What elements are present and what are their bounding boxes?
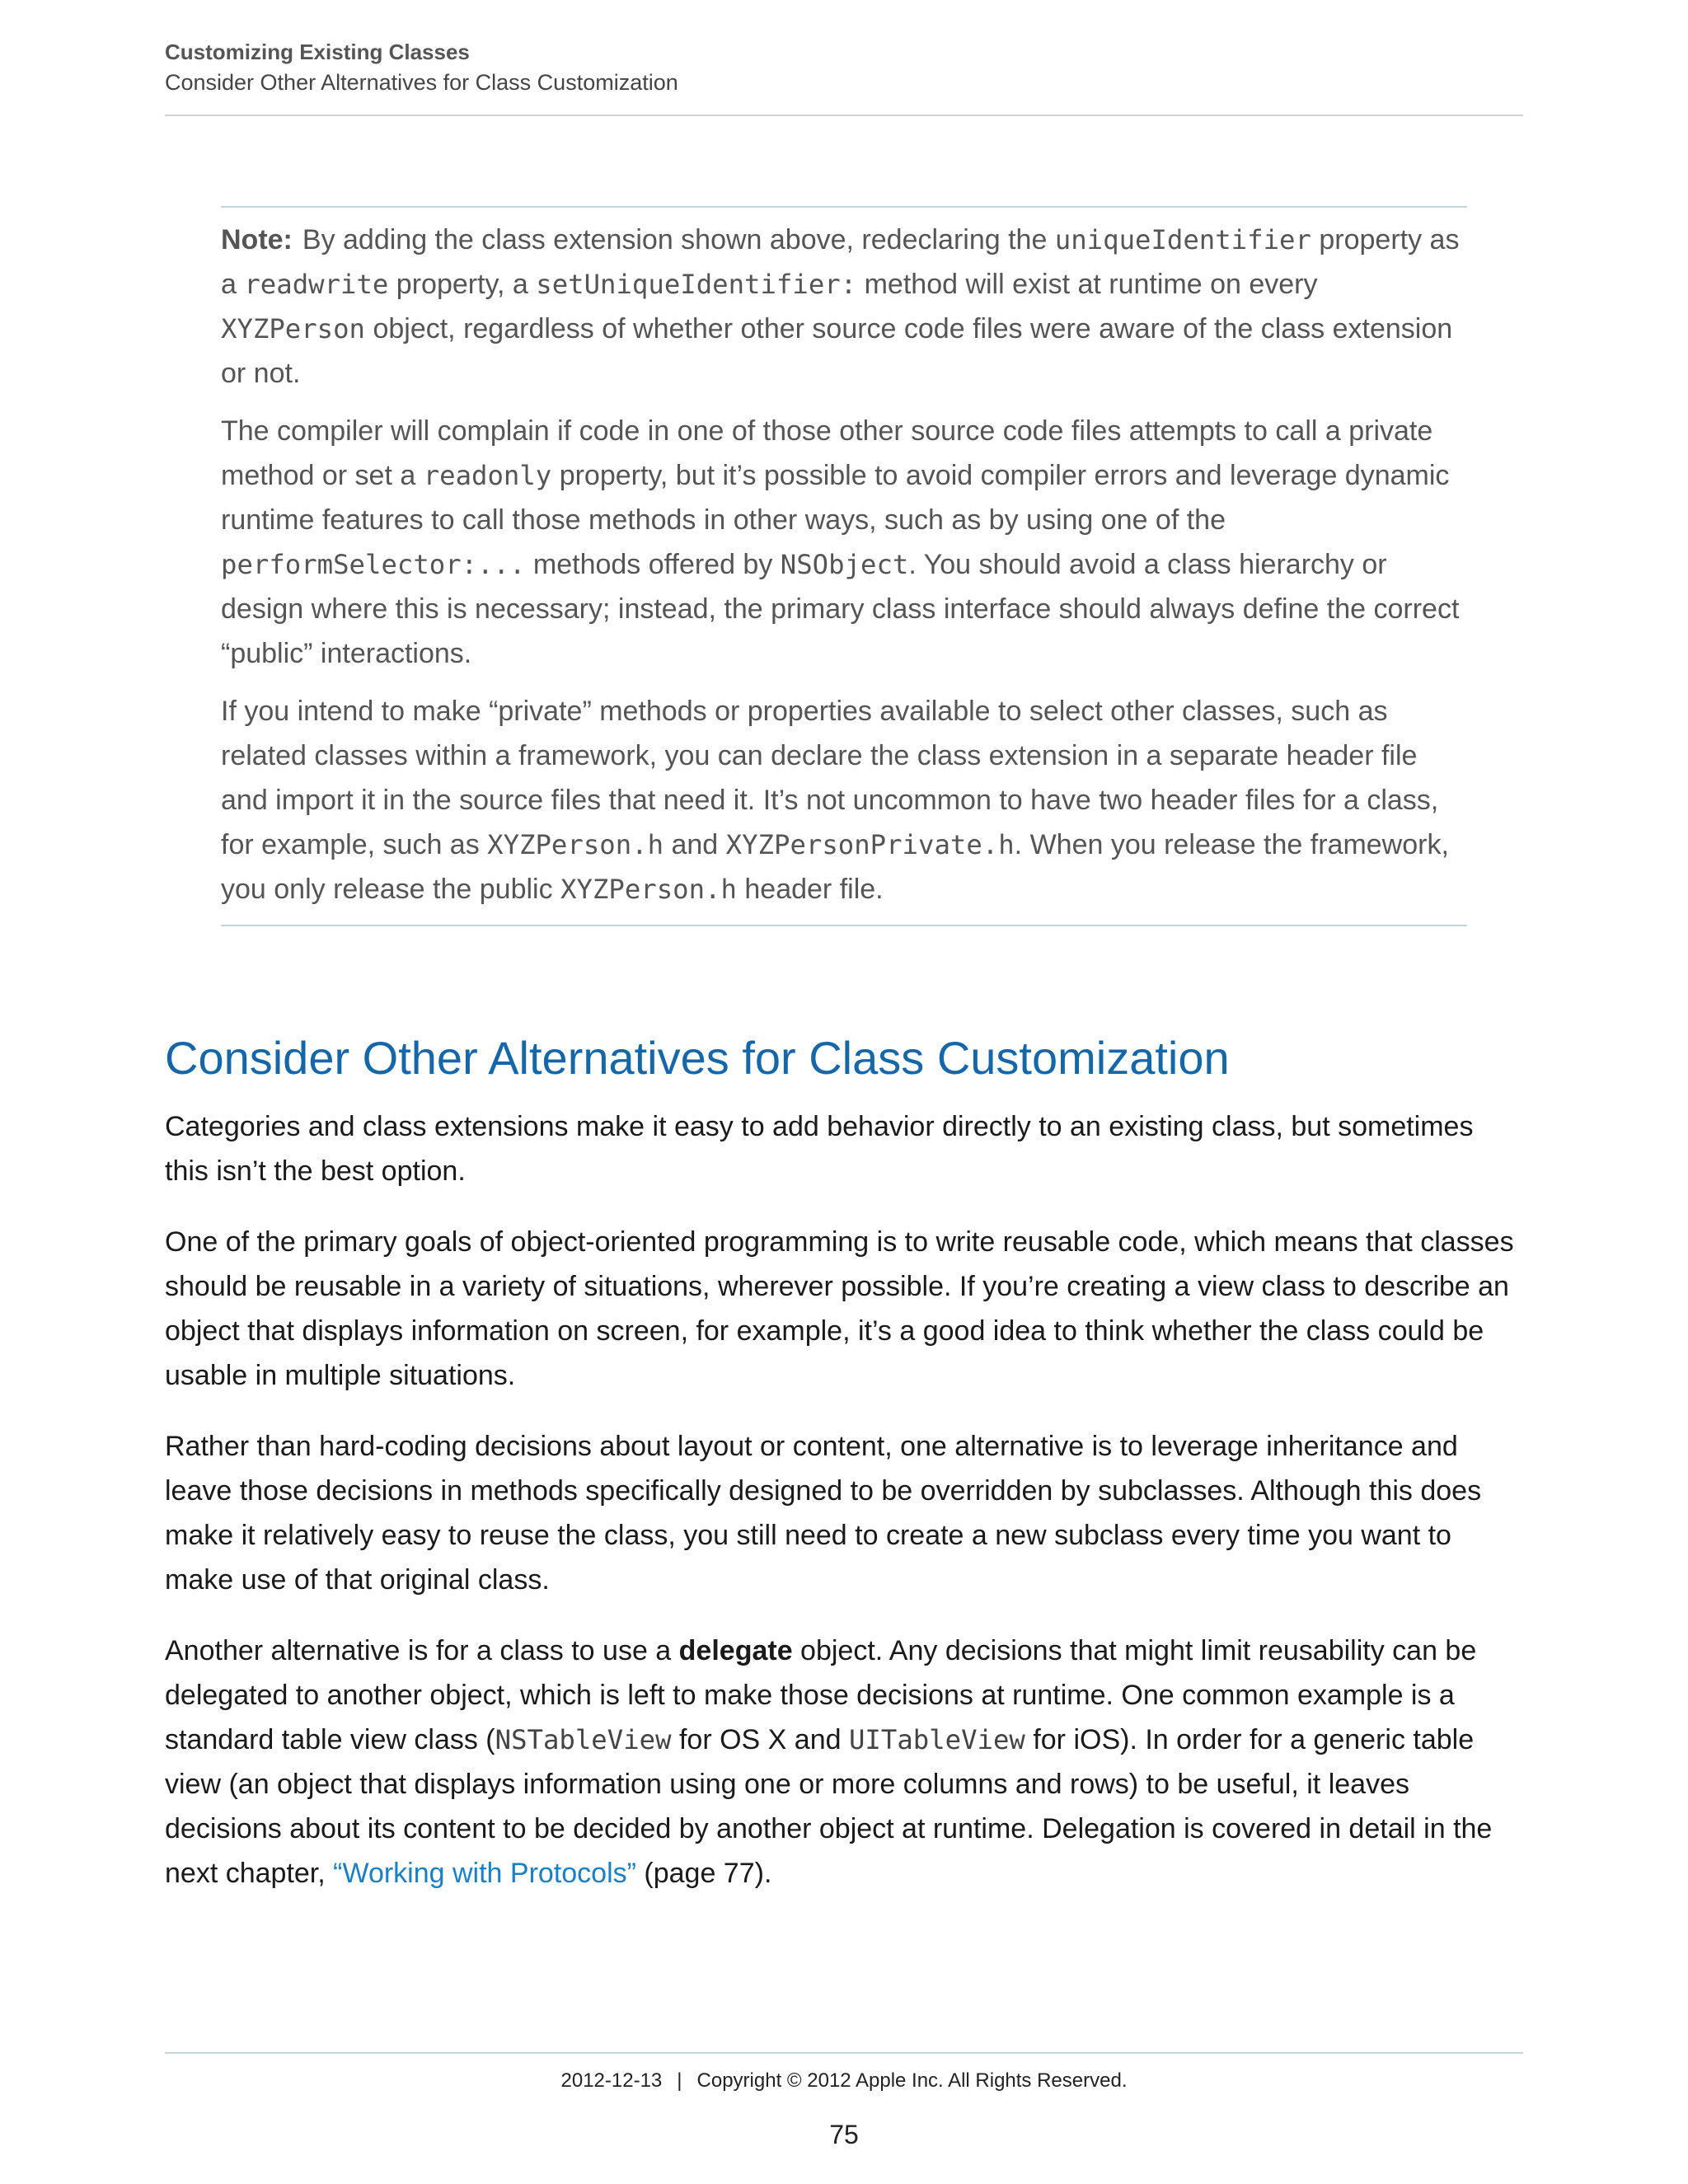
note-text: property, but it’s possible to avoid compiler errors and leverage dynamic runtime features to call those methods in other ways, such as by using one of the [221,460,1450,536]
note-text: methods offered by [525,549,781,580]
inline-code: XYZPerson.h [560,874,737,905]
inline-code: NSTableView [495,1724,672,1755]
working-with-protocols-link[interactable]: “Working with Protocols” [333,1858,636,1889]
note-text: method will exist at runtime on every [856,269,1318,300]
footer-separator: | [677,2069,682,2092]
note-text: property as a [221,224,1460,300]
footer [165,2067,1523,2095]
body-paragraph: Rather than hard-coding decisions about layout or content, one alternative is to leverage inheritance and leave those decisions in methods specifically designed to be overridden by subclasses. Although this does make it relatively easy to reuse the class, you still need to create a new subclass every time you want to make use of that original class. [165,1431,1482,1596]
term-delegate: delegate [678,1635,793,1666]
body-paragraph [165,1629,1523,1896]
inline-code: NSObject [780,549,909,580]
running-header [165,38,1523,99]
inline-code: uniqueIdentifier [1054,224,1311,255]
inline-code: XYZPerson [221,313,365,344]
note-text: If you intend to make “private” methods or properties available to select other classes, such as related classes within a framework, you can declare the class extension in a separate header file and import it in the source files that need it. It’s not uncommon to have two header files for a class, for example, such as [221,696,1439,860]
body-paragraph: One of the primary goals of object-oriented programming is to write reusable code, which means that classes should be reusable in a variety of situations, wherever possible. If you’re creating a view class to describe an object that displays information on screen, for example, it’s a good idea to think whether the class could be usable in multiple situations. [165,1226,1514,1391]
note-text: header file. [736,874,884,905]
body-paragraph: Categories and class extensions make it easy to add behavior directly to an existing class, but sometimes this isn’t the best option. [165,1111,1474,1187]
note-text: and [663,829,726,860]
body-text-run: for iOS). In order for a generic table view (an object that displays information using one or more columns and rows) to be useful, it leaves decisions about its content to be decided by another object at runtime. Delegation is covered in detail in the next chapter, [165,1724,1493,1889]
inline-code: XYZPersonPrivate.h [725,829,1015,860]
section-subtitle: Consider Other Alternatives for Class Customization [165,70,678,95]
section-heading: Consider Other Alternatives for Class Customization [165,1032,1230,1084]
inline-code: performSelector:... [221,549,526,580]
body-text-run: for OS X and [671,1724,849,1755]
inline-code: readonly [423,460,552,491]
body-text-run: Another alternative is for a class to use a [165,1635,679,1666]
note-label: Note: [221,224,293,255]
body-text-run: (page 77). [635,1858,772,1889]
note-text: . When you release the framework, you only release the public [221,829,1449,905]
footer-copyright: Copyright © 2012 Apple Inc. All Rights Reserved. [696,2069,1128,2092]
body-text-run: object. Any decisions that might limit reusability can be delegated to another object, which is left to make those decisions at runtime. One common example is a standard table view class ( [165,1635,1477,1755]
inline-code: setUniqueIdentifier: [536,269,857,300]
page-number: 75 [829,2120,859,2149]
inline-code: readwrite [244,269,389,300]
inline-code: XYZPerson.h [487,829,664,860]
chapter-title: Customizing Existing Classes [165,40,470,64]
note-paragraph [221,218,1467,396]
note-paragraph [221,409,1467,676]
note-paragraph [221,689,1467,912]
note-box [221,206,1467,926]
body-text [165,1104,1523,1922]
inline-code: UITableView [848,1724,1025,1755]
footer-divider [165,2052,1523,2054]
note-text: . You should avoid a class hierarchy or design where this is necessary; instead, the primary class interface should always define the correct “public” interactions. [221,549,1460,669]
header-divider [165,115,1523,116]
footer-date: 2012-12-13 [560,2069,663,2092]
note-text: The compiler will complain if code in one of those other source code files attempts to call a private method or set a [221,415,1433,491]
note-text: By adding the class extension shown above, redeclaring the [302,224,1055,255]
note-text: property, a [388,269,537,300]
note-text: object, regardless of whether other source code files were aware of the class extension or not. [221,313,1453,389]
